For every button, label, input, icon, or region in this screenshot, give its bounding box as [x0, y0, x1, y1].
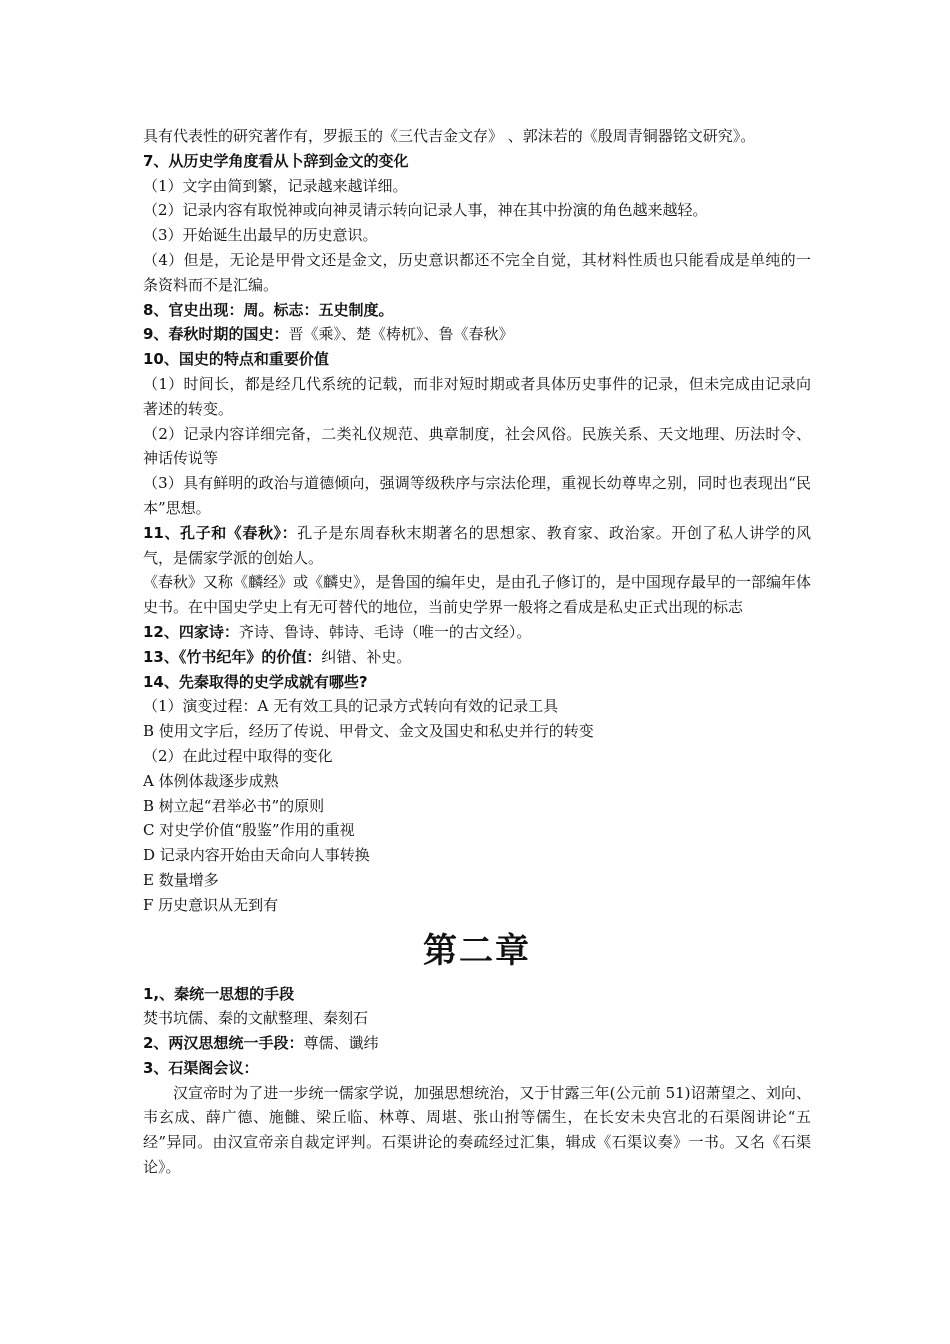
- item-14-9: F 历史意识从无到有: [143, 895, 279, 914]
- heading-12: 12、四家诗：: [143, 622, 239, 641]
- item-7-3: （3）开始诞生出最早的历史意识。: [143, 226, 378, 245]
- heading-13-row: [143, 645, 811, 670]
- heading-13-text: 纠错、补史。: [321, 647, 412, 666]
- chapter2-heading-2: 2、两汉思想统一手段：: [143, 1034, 304, 1053]
- item-7-4: （4）但是，无论是甲骨文还是金文，历史意识都还不完全自觉，其材料性质也只能看成是单纯的一条资料而不是汇编。: [143, 250, 811, 294]
- heading-11-row: [143, 521, 811, 571]
- item-14-8: E 数量增多: [143, 870, 219, 889]
- heading-8: 8、官史出现：周。标志：五史制度。: [143, 300, 394, 319]
- item-14-5: B 树立起“君举必书”的原则: [143, 796, 325, 815]
- heading-12-row: [143, 620, 811, 645]
- heading-11-text: 孔子是东周春秋末期著名的思想家、教育家、政治家。开创了私人讲学的风气，是儒家学派的创始人。: [143, 523, 811, 567]
- item-11-2: 《春秋》又称《麟经》或《麟史》，是鲁国的编年史，是由孔子修订的，是中国现存最早的一部编年体史书。在中国史学史上有无可替代的地位，当前史学界一般将之看成是私史正式出现的标志: [143, 573, 811, 617]
- heading-9-row: [143, 322, 811, 347]
- item-10-1: （1）时间长，都是经几代系统的记载，而非对短时期或者具体历史事件的记录，但未完成由记录向著述的转变。: [143, 374, 811, 418]
- document-page: [143, 124, 811, 1180]
- item-14-2: B 使用文字后，经历了传说、甲骨文、金文及国史和私史并行的转变: [143, 722, 594, 741]
- chapter2-heading-1: 1,、秦统一思想的手段: [143, 984, 295, 1003]
- chapter2-text-3: 汉宣帝时为了进一步统一儒家学说，加强思想统治，又于甘露三年(公元前 51)诏萧望之、刘向、韦玄成、薛广德、施雠、梁丘临、林尊、周堪、张山拊等儒生，在长安未央宫北的石渠阁讲论“五经”异同。由汉宣帝亲自裁定评判。石渠讲论的奏疏经过汇集，辑成《石渠议奏》一书。又名《石渠论》。: [143, 1083, 811, 1177]
- item-10-3: （3）具有鲜明的政治与道德倾向，强调等级秩序与宗法伦理，重视长幼尊卑之别，同时也表现出“民本”思想。: [143, 474, 811, 517]
- item-14-6: C 对史学价值“殷鉴”作用的重视: [143, 821, 355, 840]
- heading-13: 13、《竹书纪年》的价值：: [143, 647, 322, 666]
- item-10-2: （2）记录内容详细完备，二类礼仪规范、典章制度，社会风俗。民族关系、天文地理、历法时令、神话传说等: [143, 424, 811, 468]
- heading-12-text: 齐诗、鲁诗、韩诗、毛诗（唯一的古文经）。: [238, 622, 532, 641]
- item-14-4: A 体例体裁逐步成熟: [143, 771, 279, 790]
- heading-14: 14、先秦取得的史学成就有哪些?: [143, 672, 368, 691]
- item-7-2: （2）记录内容有取悦神或向神灵请示转向记录人事，神在其中扮演的角色越来越轻。: [143, 201, 708, 220]
- chapter2-heading-2-text: 尊儒、谶纬: [303, 1034, 379, 1053]
- item-14-1: （1）演变过程：A 无有效工具的记录方式转向有效的记录工具: [143, 697, 559, 716]
- chapter-title: 第二章: [423, 930, 531, 971]
- paragraph-intro: 具有代表性的研究著作有，罗振玉的《三代吉金文存》 、郭沫若的《殷周青铜器铭文研究》。: [143, 127, 756, 145]
- heading-9: 9、春秋时期的国史：: [143, 325, 289, 344]
- item-14-7: D 记录内容开始由天命向人事转换: [143, 846, 370, 865]
- chapter2-text-1: 焚书坑儒、秦的文献整理、秦刻石: [143, 1009, 369, 1028]
- heading-10: 10、国史的特点和重要价值: [143, 350, 329, 369]
- item-7-1: （1）文字由简到繁，记录越来越详细。: [143, 176, 408, 195]
- chapter2-heading-2-row: [143, 1031, 811, 1056]
- heading-9-text: 晋《乘》、楚《梼杌》、鲁《春秋》: [288, 325, 514, 344]
- item-14-3: （2）在此过程中取得的变化: [143, 746, 333, 765]
- heading-11: 11、孔子和《春秋》：: [143, 523, 298, 542]
- chapter2-heading-3: 3、石渠阁会议：: [143, 1058, 259, 1077]
- heading-7: 7、从历史学角度看从卜辞到金文的变化: [143, 151, 409, 170]
